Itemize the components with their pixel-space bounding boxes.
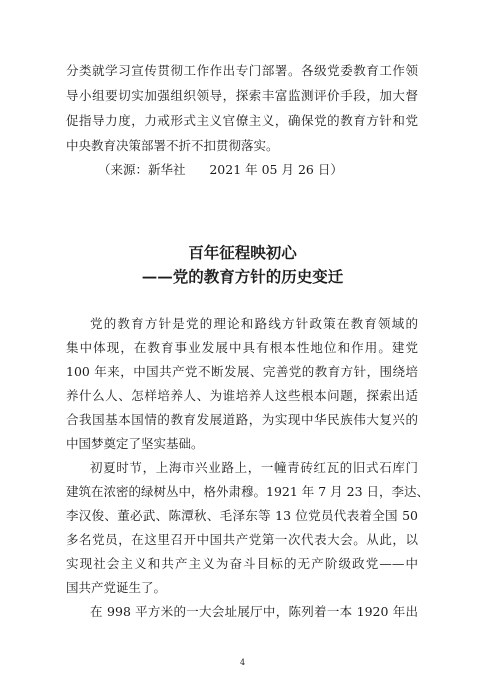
prev-paragraph-line: 导小组要切实加强组织领导，探索丰富监测评价手段，加大督	[66, 88, 418, 103]
prev-paragraph-line: 中央教育决策部署不折不扣贯彻落实。	[66, 138, 279, 153]
paragraph-line: 多名党员，在这里召开中国共产党第一次代表大会。从此，以	[66, 532, 418, 547]
prev-paragraph-line: 分类就学习宣传贯彻工作作出专门部署。各级党委教育工作领	[66, 63, 418, 78]
paragraph-line: 中国梦奠定了坚实基础。	[66, 436, 204, 451]
paragraph-line: 实现社会主义和共产主义为奋斗目标的无产阶级政党——中	[66, 556, 418, 571]
paragraph-line: 合我国基本国情的教育发展道路，为实现中华民族伟大复兴的	[66, 412, 418, 427]
paragraph-line: 在 998 平方米的一大会址展厅中，陈列着一本 1920 年出	[90, 604, 418, 619]
page-number: 4	[239, 658, 246, 667]
source-citation: （来源：新华社 2021 年 05 月 26 日）	[98, 162, 343, 177]
paragraph-line: 党的教育方针是党的理论和路线方针政策在教育领域的	[90, 316, 418, 331]
prev-paragraph-line: 促指导力度，力戒形式主义官僚主义，确保党的教育方针和党	[66, 113, 418, 128]
paragraph-line: 初夏时节，上海市兴业路上，一幢青砖红瓦的旧式石库门	[90, 460, 418, 475]
paragraph-line: 国共产党诞生了。	[66, 580, 167, 595]
paragraph-line: 集中体现，在教育事业发展中具有根本性地位和作用。建党	[66, 340, 418, 355]
paragraph-line: 养什么人、怎样培养人、为谁培养人这些根本问题，探索出适	[66, 388, 418, 403]
paragraph-line: 建筑在浓密的绿树丛中，格外肃穆。1921 年 7 月 23 日，李达、	[66, 484, 430, 499]
paragraph-line: 李汉俊、董必武、陈潭秋、毛泽东等 13 位党员代表着全国 50	[66, 508, 418, 523]
article-subtitle: ——党的教育方针的历史变迁	[141, 267, 344, 286]
paragraph-line: 100 年来，中国共产党不断发展、完善党的教育方针，围绕培	[66, 364, 418, 379]
article-title: 百年征程映初心	[188, 243, 297, 262]
